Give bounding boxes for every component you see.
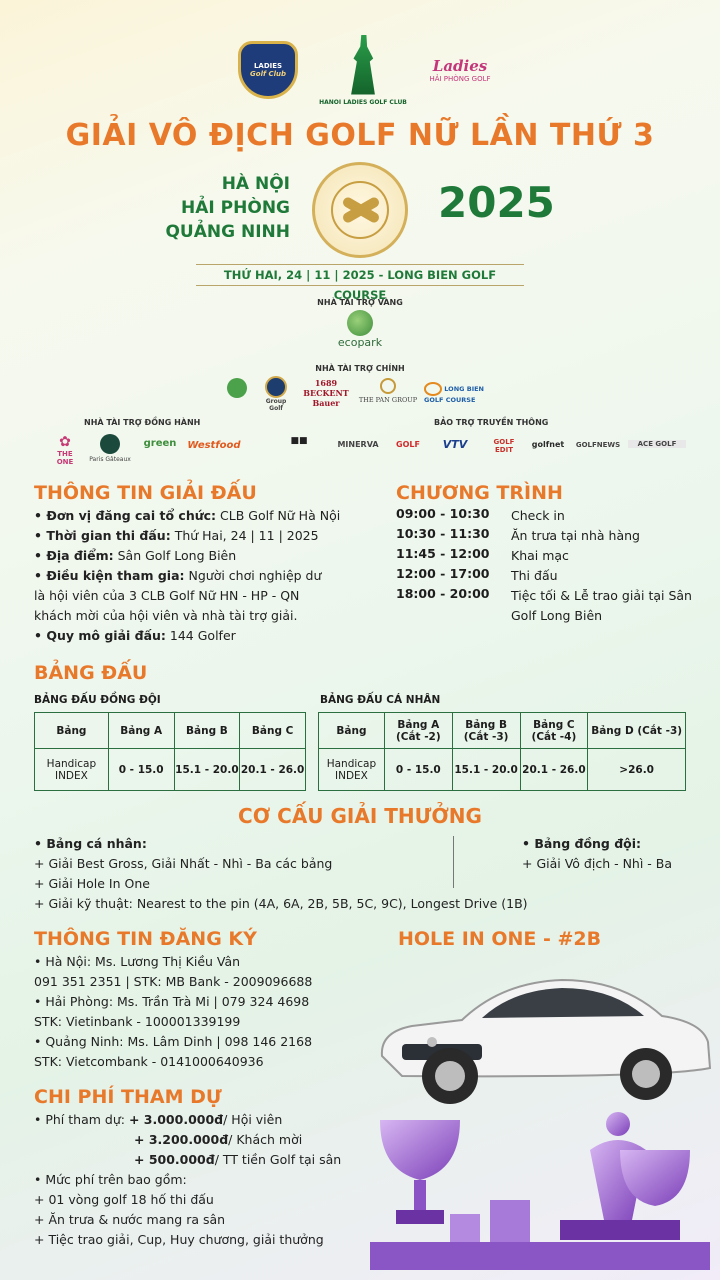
schedule-item: 18:00 - 20:00 Tiệc tối & Lễ trao giải tại Sân Golf Long Biên xyxy=(396,586,692,623)
hanoi-ladies-logo: HANOI LADIES GOLF CLUB xyxy=(318,30,408,110)
main-sponsor-label: NHÀ TÀI TRỢ CHÍNH xyxy=(315,364,405,373)
team-bracket-title: BẢNG ĐẤU ĐỒNG ĐỘI xyxy=(34,694,161,706)
hanoi-crown-logo xyxy=(232,30,304,110)
pan-group-logo: THE PAN GROUP xyxy=(358,378,418,404)
minerva-logo: MINERVA xyxy=(337,440,379,449)
prize-divider xyxy=(453,836,454,888)
tournament-info-heading: THÔNG TIN GIẢI ĐẤU xyxy=(34,482,257,504)
lady-silhouette-icon xyxy=(346,35,380,95)
event-title: GIẢI VÔ ĐỊCH GOLF NỮ LẦN THỨ 3 xyxy=(65,118,655,153)
schedule-item: 09:00 - 10:30 Check in xyxy=(396,506,565,523)
the-one-logo: ✿ THE ONE xyxy=(56,434,74,466)
schedule-item: 12:00 - 17:00 Thi đấu xyxy=(396,566,558,583)
event-year: 2025 xyxy=(438,178,555,227)
host-cities: HÀ NỘI HẢI PHÒNG QUẢNG NINH xyxy=(165,174,290,242)
car-prize-icon xyxy=(362,946,718,1116)
registration-info: • Hà Nội: Ms. Lương Thị Kiều Vân 091 351 2351 | STK: MB Bank - 2009096688 • Hải Phòng: Ms. Trần Trà Mi | 079 324 4698 STK: Vietinbank - 100001339199 • Quảng Ninh: Ms. Lâm Dinh | 098 146 2168 STK: Vietcombank - 0141000640936 xyxy=(34,954,313,1069)
longbien-golf-logo: LONG BIEN GOLF COURSE xyxy=(424,382,502,404)
westfood-logo: Westfood xyxy=(187,440,241,451)
ladies-haiphong-logo: Ladies HẢI PHÒNG GOLF xyxy=(429,57,491,83)
vtv-logo: VTV xyxy=(442,438,468,451)
tournament-info: • Đơn vị đăng cai tổ chức: CLB Golf Nữ Hà Nội • Thời gian thi đấu: Thứ Hai, 24 | 11 | 2025 • Địa điểm: Sân Golf Long Biên • Điều kiện tham gia: Người chơi nghiệp dư là hội viên của 3 CLB Golf Nữ HN - HP - QN khách mời của hội viên và nhà tài trợ giải. • Quy mô giải đấu: 144 Golfer xyxy=(34,508,341,643)
golfnet-logo: golfnet xyxy=(531,440,565,449)
handshake-emblem-icon xyxy=(312,162,408,258)
golf-edit-logo: GOLF EDIT xyxy=(493,438,515,454)
individual-bracket-table: Bảng Bảng A (Cắt -2) Bảng B (Cắt -3) Bảng C (Cắt -4) Bảng D (Cắt -3) Handicap INDEX 0 - 15.0 15.1 - 20.0 20.1 - 26.0 >26.0 xyxy=(318,712,686,791)
prizes-list: • Bảng cá nhân: + Giải Best Gross, Giải Nhất - Nhì - Ba các bảng + Giải Hole In One + Giải kỹ thuật: Nearest to the pin (4A, 6A, 2B, 5B, 5C, 9C), Longest Drive (1B) xyxy=(34,836,528,911)
club-logos xyxy=(0,30,720,110)
ecopark-leaf-icon xyxy=(347,310,373,336)
group-golf-logo: Group Golf xyxy=(258,376,294,412)
individual-bracket-title: BẢNG ĐẤU CÁ NHÂN xyxy=(320,694,441,706)
prizes-heading: CƠ CẤU GIẢI THƯỞNG xyxy=(238,804,482,828)
team-prizes: • Bảng đồng đội: + Giải Vô địch - Nhì - Ba xyxy=(522,836,673,871)
gold-sponsor-label: NHÀ TÀI TRỢ VÀNG xyxy=(317,298,403,307)
green-logo: green xyxy=(143,438,177,449)
paris-gateaux-logo: Paris Gâteaux xyxy=(88,434,132,463)
date-venue: THỨ HAI, 24 | 11 | 2025 - LONG BIEN GOLF COURSE xyxy=(196,264,524,286)
beckent-bauer-logo: 1689 BECKENT Bauer xyxy=(303,378,349,408)
schedule-list xyxy=(396,506,706,636)
team-bracket-table: Bảng Bảng A Bảng B Bảng C Handicap INDEX 0 - 15.0 15.1 - 20.0 20.1 - 26.0 xyxy=(34,712,306,791)
registration-heading: THÔNG TIN ĐĂNG KÝ xyxy=(34,928,257,950)
media-sponsor-label: BẢO TRỢ TRUYỀN THÔNG xyxy=(434,418,549,427)
media-logo-1: ■■ xyxy=(290,436,308,446)
schedule-heading: CHƯƠNG TRÌNH xyxy=(396,482,563,504)
golf-ball-logo-icon xyxy=(222,378,252,398)
golf-logo: GOLF xyxy=(396,440,420,449)
ace-golf-logo: ACE GOLF xyxy=(628,440,686,448)
golfnews-logo: GOLFNEWS xyxy=(575,441,621,449)
trophies-icon xyxy=(370,1110,710,1270)
fees-info: • Phí tham dự: + 3.000.000đ/ Hội viên + 3.200.000đ/ Khách mời + 500.000đ/ TT tiền Golf tại sân • Mức phí trên bao gồm: + 01 vòng golf 18 hố thi đấu + Ăn trưa & nước mang ra sân + Tiệc trao giải, Cup, Huy chương, giải thưởng xyxy=(34,1112,342,1247)
brackets-heading: BẢNG ĐẤU xyxy=(34,662,148,684)
hole-in-one-heading: HOLE IN ONE - #2B xyxy=(398,928,602,950)
ecopark-logo: ecopark xyxy=(330,310,390,349)
schedule-item: 10:30 - 11:30 Ăn trưa tại nhà hàng xyxy=(396,526,640,543)
crown-icon: LADIES Golf Club xyxy=(238,41,298,99)
fees-heading: CHI PHÍ THAM DỰ xyxy=(34,1086,222,1108)
schedule-item: 11:45 - 12:00 Khai mạc xyxy=(396,546,569,563)
companion-sponsor-label: NHÀ TÀI TRỢ ĐỒNG HÀNH xyxy=(84,418,201,427)
